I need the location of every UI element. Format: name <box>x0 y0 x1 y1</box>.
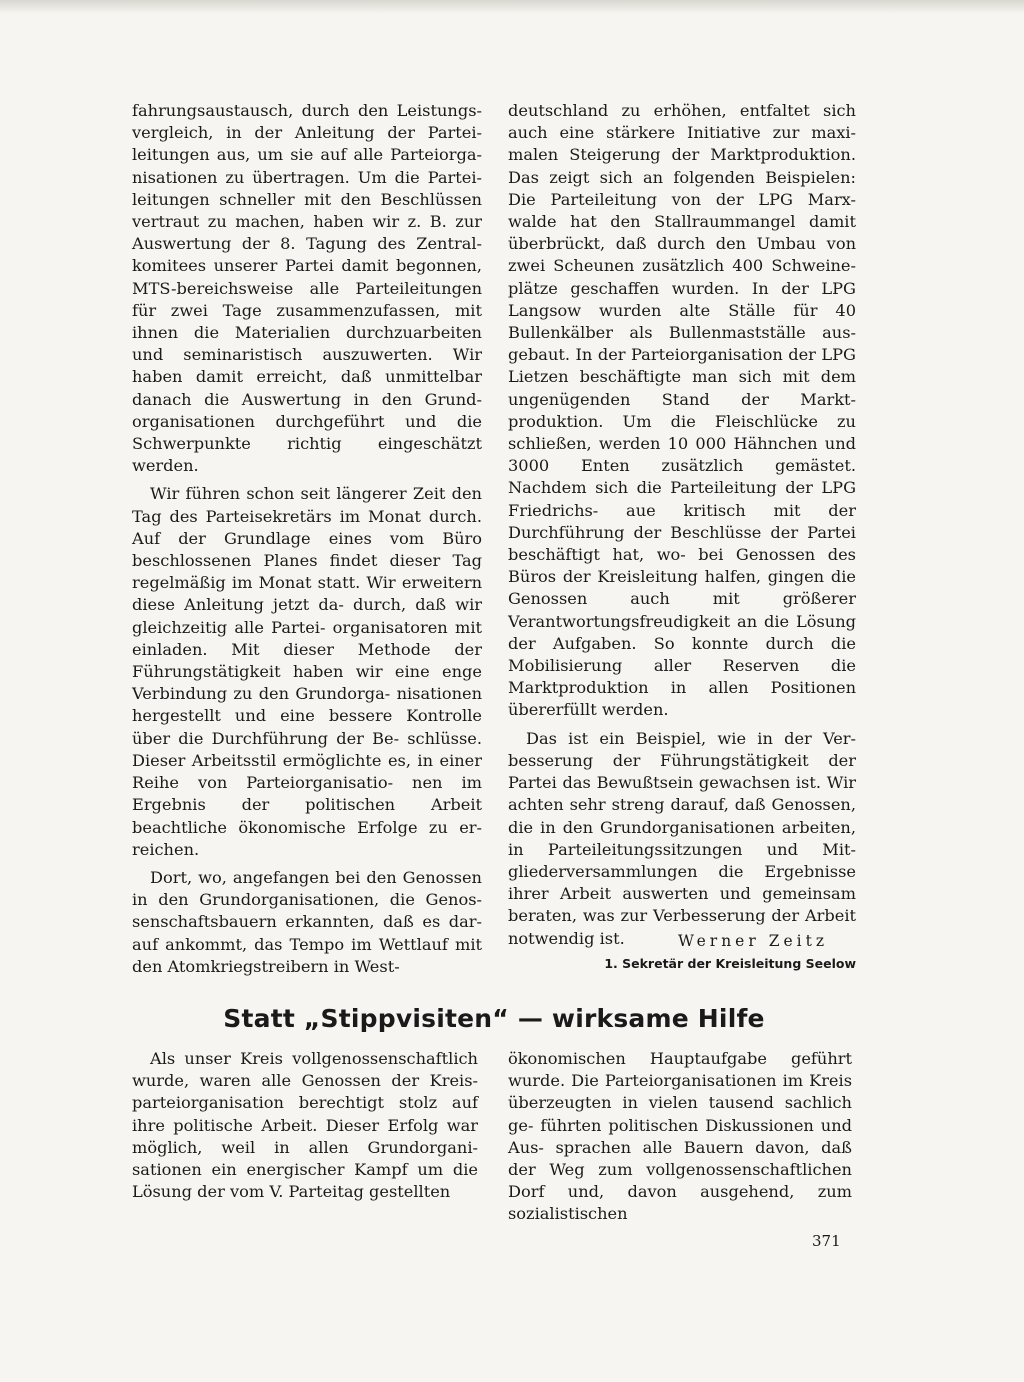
scan-edge <box>0 0 1024 14</box>
paragraph: deutschland zu erhöhen, entfaltet sich auch eine stärkere Initiative zur maxi- malen Steigerung der Marktproduktion. Das zeigt sich an folgenden Beispielen: Die Parteileitung von der LPG Marx- walde hat den Stallraummangel damit überbrückt, daß durch den Umbau von zwei Scheunen zusätzlich 400 Schweine- plätze geschaffen wurden. In der LPG Langsow wurden alte Ställe für 40 Bullenkälber als Bullenmastställe aus- gebaut. In der Parteiorganisation der LPG Lietzen beschäftigte man sich mit dem ungenügenden Stand der Markt- produktion. Um die Fleischlücke zu schließen, werden 10 000 Hähnchen und 3000 Enten zusätzlich gemästet. Nachdem sich die Parteileitung der LPG Friedrichs- aue kritisch mit der Durchführung der Beschlüsse der Partei beschäftigt hat, wo- bei Genossen des Büros der Kreisleitung halfen, gingen die Genossen auch mit größerer Verantwortungsfreudigkeit an die Lösung der Aufgaben. So konnte durch die Mobilisierung aller Reserven die Marktproduktion in allen Positionen übererfüllt werden. <box>508 101 856 720</box>
upper-left-column <box>132 100 482 978</box>
lower-right-column <box>508 1048 852 1226</box>
upper-right-column <box>508 100 856 950</box>
paragraph: Das ist ein Beispiel, wie in der Ver- besserung der Führungstätigkeit der Partei das Bewußtsein gewachsen ist. Wir achten sehr streng darauf, daß Genossen, die in den Grundorganisationen arbeiten, in Parteileitungssitzungen und Mit- gliederversammlungen die Ergebnisse ihrer Arbeit auswerten und gemeinsam beraten, was zur Verbesserung der Arbeit notwendig ist. <box>508 728 856 948</box>
paragraph: Als unser Kreis vollgenossenschaftlich wurde, waren alle Genossen der Kreis- parteiorganisation berechtigt stolz auf ihre politische Arbeit. Dieser Erfolg war möglich, weil in allen Grundorgani- sationen ein energischer Kampf um die Lösung der vom V. Parteitag gestellten <box>132 1049 478 1202</box>
article-headline: Statt „Stippvisiten“ — wirksame Hilfe <box>223 1004 765 1033</box>
paragraph: Dort, wo, angefangen bei den Genossen in den Grundorganisationen, die Genos- senschaftsbauern erkannten, daß es dar- auf ankommt, das Tempo im Wettlauf mit den Atomkriegstreibern in West- <box>132 867 482 976</box>
paragraph: fahrungsaustausch, durch den Leistungs- vergleich, in der Anleitung der Partei- leitungen aus, um sie auf alle Parteiorga- nisationen zu übertragen. Um die Partei- leitungen schneller mit den Beschlüssen vertraut zu machen, haben wir z. B. zur Auswertung der 8. Tagung des Zentral- komitees unserer Partei damit begonnen, MTS-bereichsweise alle Parteileitungen für zwei Tage zusammenzufassen, mit ihnen die Materialien durchzuarbeiten und seminaristisch auszuwerten. Wir haben damit erreicht, daß unmittelbar danach die Auswertung in den Grund- organisationen durchgeführt und die Schwerpunkte richtig eingeschätzt werden. <box>132 101 482 476</box>
author-name: Werner Zeitz <box>677 932 828 950</box>
paragraph: Wir führen schon seit längerer Zeit den Tag des Parteisekretärs im Monat durch. Auf der Grundlage eines vom Büro beschlossenen Planes findet dieser Tag regelmäßig im Monat statt. Wir erweitern diese Anleitung jetzt da- durch, daß wir gleichzeitig alle Partei- organisatoren mit einladen. Mit dieser Methode der Führungstätigkeit haben wir eine enge Verbindung zu den Grundorga- nisationen hergestellt und eine bessere Kontrolle über die Durchführung der Be- schlüsse. Dieser Arbeitsstil ermöglichte es, in einer Reihe von Parteiorganisatio- nen im Ergebnis der politischen Arbeit beachtliche ökonomische Erfolge zu er- reichen. <box>132 484 482 859</box>
page-number: 371 <box>812 1232 841 1250</box>
lower-left-column <box>132 1048 478 1203</box>
author-role: 1. Sekretär der Kreisleitung Seelow <box>604 956 856 971</box>
paragraph: ökonomischen Hauptaufgabe geführt wurde. Die Parteiorganisationen im Kreis überzeugten in vielen tausend sachlich ge- führten politischen Diskussionen und Aus- sprachen alle Bauern davon, daß der Weg zum vollgenossenschaftlichen Dorf und, davon ausgehend, zum sozialistischen <box>508 1049 852 1224</box>
